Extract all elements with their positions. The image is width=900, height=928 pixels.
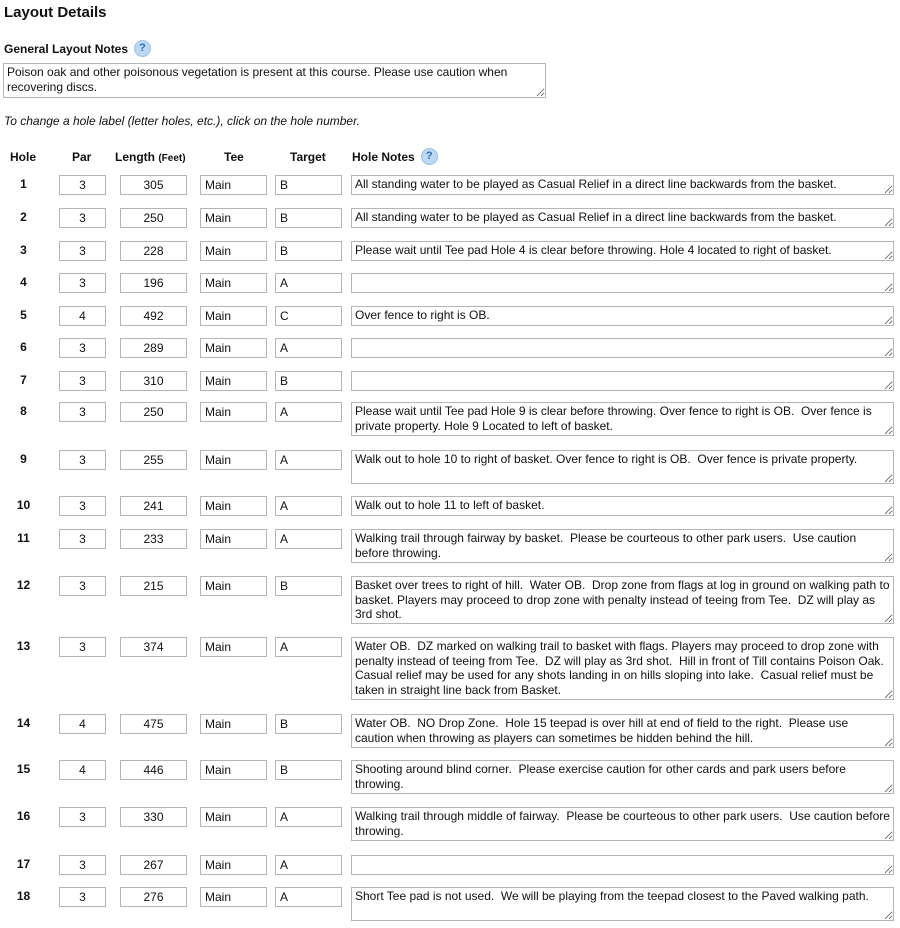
hole-number[interactable]: 9 (20, 452, 27, 466)
hole-notes-textarea[interactable] (351, 175, 894, 195)
target-input[interactable] (275, 887, 342, 907)
length-input[interactable] (120, 637, 187, 657)
table-row (0, 529, 900, 563)
hole-notes-textarea[interactable] (351, 529, 894, 563)
table-row (0, 637, 900, 700)
table-row (0, 371, 900, 391)
tee-input[interactable] (200, 714, 267, 734)
hole-notes-textarea[interactable] (351, 714, 894, 748)
target-input[interactable] (275, 208, 342, 228)
tee-input[interactable] (200, 338, 267, 358)
par-input[interactable] (59, 241, 106, 261)
tee-input[interactable] (200, 637, 267, 657)
length-input[interactable] (120, 338, 187, 358)
hole-number[interactable]: 18 (16, 889, 31, 903)
table-row (0, 807, 900, 841)
hole-number[interactable]: 2 (20, 210, 27, 224)
col-header-length (115, 150, 186, 164)
par-input[interactable] (59, 637, 106, 657)
par-input[interactable] (59, 338, 106, 358)
hole-number[interactable]: 5 (20, 308, 27, 322)
par-input[interactable] (59, 529, 106, 549)
help-icon[interactable]: ? (134, 40, 151, 57)
par-input[interactable] (59, 402, 106, 422)
tee-input[interactable] (200, 175, 267, 195)
hole-notes-textarea[interactable] (351, 306, 894, 326)
target-input[interactable] (275, 402, 342, 422)
tee-input[interactable] (200, 496, 267, 516)
length-input[interactable] (120, 496, 187, 516)
page-title: Layout Details (4, 4, 107, 21)
length-input[interactable] (120, 714, 187, 734)
par-input[interactable] (59, 807, 106, 827)
table-row (0, 175, 900, 195)
hole-notes-textarea[interactable] (351, 208, 894, 228)
target-input[interactable] (275, 496, 342, 516)
tee-input[interactable] (200, 241, 267, 261)
par-input[interactable] (59, 208, 106, 228)
tee-input[interactable] (200, 887, 267, 907)
general-notes-label-text: General Layout Notes (4, 41, 129, 56)
target-input[interactable] (275, 760, 342, 780)
hole-notes-textarea[interactable] (351, 887, 894, 921)
target-input[interactable] (275, 637, 342, 657)
hole-number[interactable]: 4 (20, 275, 27, 289)
target-input[interactable] (275, 450, 342, 470)
hole-number[interactable]: 10 (16, 498, 31, 512)
target-input[interactable] (275, 338, 342, 358)
target-input[interactable] (275, 714, 342, 734)
length-input[interactable] (120, 576, 187, 596)
col-header-length-text: Length (115, 150, 155, 164)
hole-number[interactable]: 14 (16, 716, 31, 730)
hole-number[interactable]: 13 (16, 639, 31, 653)
hole-label-hint: To change a hole label (letter holes, etc.), click on the hole number. (4, 114, 360, 128)
table-row (0, 338, 900, 358)
target-input[interactable] (275, 807, 342, 827)
length-input[interactable] (120, 807, 187, 827)
general-notes-textarea[interactable] (3, 63, 546, 98)
length-input[interactable] (120, 208, 187, 228)
col-header-tee: Tee (224, 150, 244, 164)
col-header-notes (352, 148, 438, 165)
par-input[interactable] (59, 371, 106, 391)
hole-notes-textarea[interactable] (351, 807, 894, 841)
tee-input[interactable] (200, 529, 267, 549)
hole-number[interactable]: 1 (20, 177, 27, 191)
hole-number[interactable]: 15 (16, 762, 31, 776)
target-input[interactable] (275, 371, 342, 391)
tee-input[interactable] (200, 807, 267, 827)
tee-input[interactable] (200, 760, 267, 780)
hole-notes-textarea[interactable] (351, 273, 894, 293)
par-input[interactable] (59, 887, 106, 907)
length-input[interactable] (120, 760, 187, 780)
hole-notes-textarea[interactable] (351, 450, 894, 484)
table-row (0, 208, 900, 228)
par-input[interactable] (59, 760, 106, 780)
length-input[interactable] (120, 273, 187, 293)
length-input[interactable] (120, 306, 187, 326)
hole-number[interactable]: 16 (16, 809, 31, 823)
table-row (0, 306, 900, 326)
hole-number[interactable]: 6 (20, 340, 27, 354)
hole-notes-textarea[interactable] (351, 371, 894, 391)
target-input[interactable] (275, 273, 342, 293)
hole-number[interactable]: 11 (17, 531, 30, 545)
hole-notes-textarea[interactable] (351, 496, 894, 516)
tee-input[interactable] (200, 855, 267, 875)
target-input[interactable] (275, 576, 342, 596)
general-notes-label (4, 40, 151, 57)
length-input[interactable] (120, 450, 187, 470)
hole-notes-textarea[interactable] (351, 576, 894, 624)
table-row (0, 496, 900, 516)
par-input[interactable] (59, 306, 106, 326)
table-row (0, 241, 900, 261)
col-header-hole: Hole (10, 150, 37, 164)
table-row (0, 576, 900, 624)
table-row (0, 273, 900, 293)
col-header-notes-text: Hole Notes (352, 149, 415, 164)
par-input[interactable] (59, 576, 106, 596)
target-input[interactable] (275, 529, 342, 549)
length-input[interactable] (120, 529, 187, 549)
hole-notes-textarea[interactable] (351, 241, 894, 261)
hole-number[interactable]: 7 (20, 373, 27, 387)
table-row (0, 855, 900, 875)
tee-input[interactable] (200, 273, 267, 293)
table-row (0, 714, 900, 748)
tee-input[interactable] (200, 576, 267, 596)
target-input[interactable] (275, 306, 342, 326)
length-input[interactable] (120, 371, 187, 391)
tee-input[interactable] (200, 450, 267, 470)
par-input[interactable] (59, 273, 106, 293)
length-input[interactable] (120, 402, 187, 422)
hole-notes-textarea[interactable] (351, 338, 894, 358)
table-row (0, 887, 900, 921)
tee-input[interactable] (200, 402, 267, 422)
par-input[interactable] (59, 496, 106, 516)
length-input[interactable] (120, 855, 187, 875)
hole-number[interactable]: 17 (16, 857, 31, 871)
target-input[interactable] (275, 241, 342, 261)
table-row (0, 450, 900, 484)
par-input[interactable] (59, 450, 106, 470)
hole-number[interactable]: 12 (16, 578, 31, 592)
length-input[interactable] (120, 175, 187, 195)
hole-number[interactable]: 3 (20, 243, 27, 257)
hole-notes-textarea[interactable] (351, 637, 894, 700)
table-row (0, 402, 900, 436)
length-input[interactable] (120, 241, 187, 261)
tee-input[interactable] (200, 371, 267, 391)
hole-notes-textarea[interactable] (351, 855, 894, 875)
help-icon[interactable]: ? (421, 148, 438, 165)
hole-notes-textarea[interactable] (351, 760, 894, 794)
target-input[interactable] (275, 175, 342, 195)
tee-input[interactable] (200, 306, 267, 326)
par-input[interactable] (59, 855, 106, 875)
target-input[interactable] (275, 855, 342, 875)
col-header-target: Target (290, 150, 326, 164)
par-input[interactable] (59, 175, 106, 195)
length-input[interactable] (120, 887, 187, 907)
tee-input[interactable] (200, 208, 267, 228)
hole-number[interactable]: 8 (20, 404, 27, 418)
table-row (0, 760, 900, 794)
col-header-par: Par (72, 150, 92, 164)
col-header-length-unit: (Feet) (158, 153, 186, 164)
par-input[interactable] (59, 714, 106, 734)
hole-notes-textarea[interactable] (351, 402, 894, 436)
